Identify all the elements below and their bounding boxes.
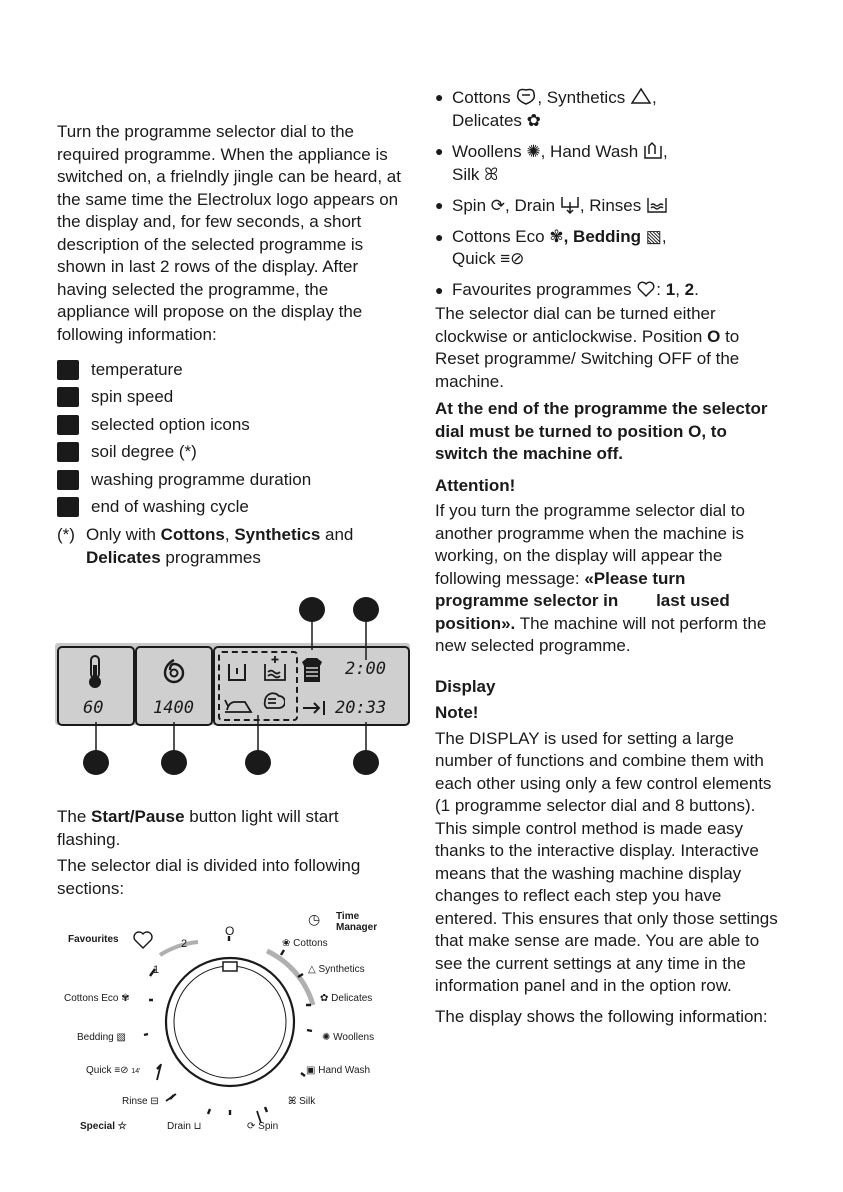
- dial-label-time-manager: Time Manager: [336, 911, 378, 933]
- note-heading: Note!: [435, 703, 479, 722]
- dial-label-bedding: Bedding ▧: [77, 1032, 126, 1043]
- dial-label-drain: Drain ⊔: [167, 1121, 202, 1132]
- attention-paragraph: If you turn the programme selector dial to another programme when the machine is working, on the display will appear the following message: «Please turn programme selector in last used position». The machine will not perform the new selected programme.: [435, 501, 767, 655]
- display-heading: Display: [435, 676, 496, 696]
- bullet-item: ● Cottons Eco ✾, Bedding ▧, Quick ≡⊘: [435, 226, 667, 268]
- selector-paragraph: The selector dial can be turned either clockwise or anticlockwise. Position O to Reset programme/ Switching OFF of the machine.: [435, 304, 740, 391]
- dial-label-spin: ⟳ Spin: [247, 1121, 279, 1132]
- bullet-item: ● Woollens ✺, Hand Wash , Silk ꕤ: [435, 142, 668, 184]
- marker-dot-spin: [161, 750, 187, 775]
- legend-item: selected option icons: [57, 411, 402, 439]
- marker-dot-options: [245, 750, 271, 775]
- right-column: [435, 86, 780, 1028]
- heart-icon: [132, 930, 154, 950]
- silk-icon: ꕤ: [484, 164, 499, 184]
- dial-label-woollens: ✺ Woollens: [322, 1032, 375, 1043]
- sections-paragraph: The selector dial is divided into following sections:: [57, 856, 361, 898]
- intro-paragraph: Turn the programme selector dial to the required programme. When the appliance is switched on, a frielndly jingle can be heard, at the same time the Electrolux logo appears on the display and, for few seconds, a short description of the selected programme is shown in last 2 rows of the display. After having selected the programme, the appliance will propose on the display the following information:: [57, 122, 401, 344]
- woollens-icon: ✺: [526, 142, 541, 161]
- dial-label-cottons-eco: Cottons Eco ✾: [64, 993, 130, 1004]
- bullet-item: ● Cottons , Synthetics , Delicates ✿: [435, 88, 657, 130]
- dial-label-special: Special ☆: [80, 1121, 127, 1132]
- delicates-icon: ✿: [526, 110, 541, 130]
- quick-icon: ≡⊘: [500, 249, 525, 268]
- dial-label-favourites: Favourites: [68, 934, 119, 945]
- marker-dot-end-time: [353, 750, 379, 775]
- dial-label-delicates: ✿ Delicates: [320, 993, 373, 1004]
- marker-dot-temperature: [83, 750, 109, 775]
- end-of-programme-warning: At the end of the programme the selector dial must be turned to position O, to switch the machine off.: [435, 399, 768, 463]
- time-manager-icon: ◷: [308, 911, 321, 927]
- bullet-item: ● Favourites programmes : 1, 2.: [435, 279, 699, 299]
- hand-wash-icon: [643, 140, 663, 160]
- dial-label-quick: Quick ≡⊘ 14': [86, 1065, 141, 1076]
- display-paragraph: The DISPLAY is used for setting a large number of functions and combine them with each other using only a few control elements (1 programme selector dial and 8 buttons). This simple control method is made easy thanks to the interactive display. Interactive means that the washing machine display changes to reflect each step you have entered. This ensures that only those settings that make sense are made. You are able to see the current settings at any time in the information panel and in the option row.: [435, 728, 778, 995]
- dial-position-2: 2: [181, 938, 188, 950]
- heart-icon: [636, 280, 656, 298]
- dial-position-off: O: [225, 924, 235, 938]
- start-pause-text-block: [57, 806, 402, 900]
- dial-label-rinse: Rinse ⊟: [122, 1096, 159, 1107]
- legend-item: spin speed: [57, 384, 402, 412]
- legend-item: temperature: [57, 356, 402, 384]
- attention-heading: Attention!: [435, 475, 516, 495]
- synthetics-icon: [630, 86, 652, 106]
- duration-value: 2:00: [345, 659, 386, 679]
- display-shows-paragraph: The display shows the following information:: [435, 1006, 768, 1026]
- bedding-icon: ▧: [645, 226, 662, 246]
- legend-item: end of washing cycle: [57, 494, 402, 522]
- cottons-eco-icon: ✾: [549, 226, 564, 246]
- legend-item: soil degree (*): [57, 439, 402, 467]
- end-time-value: 20:33: [335, 698, 387, 718]
- bullet-item: ● Spin ⟳, Drain , Rinses: [435, 194, 780, 218]
- selector-dial-diagram: [60, 905, 400, 1145]
- legend-item: washing programme duration: [57, 466, 402, 494]
- dial-label-synthetics: △ Synthetics: [308, 964, 365, 975]
- spin-icon: ⟳: [490, 196, 506, 215]
- drain-icon: [560, 194, 580, 214]
- dial-label-hand-wash: ▣ Hand Wash: [306, 1065, 371, 1076]
- spin-value: 1400: [153, 698, 194, 718]
- start-pause-paragraph: The Start/Pause button light will start flashing.: [57, 807, 339, 849]
- dial-position-1: 1: [153, 964, 160, 976]
- dial-label-silk: ꕤ Silk: [288, 1096, 316, 1107]
- cottons-icon: [515, 86, 537, 106]
- temperature-value: 60: [83, 698, 104, 718]
- dial-label-cottons: ❀ Cottons: [282, 938, 328, 949]
- rinse-icon: [646, 196, 668, 214]
- footnote: (*) Only with Cottons, Synthetics and Delicates programmes: [57, 525, 354, 567]
